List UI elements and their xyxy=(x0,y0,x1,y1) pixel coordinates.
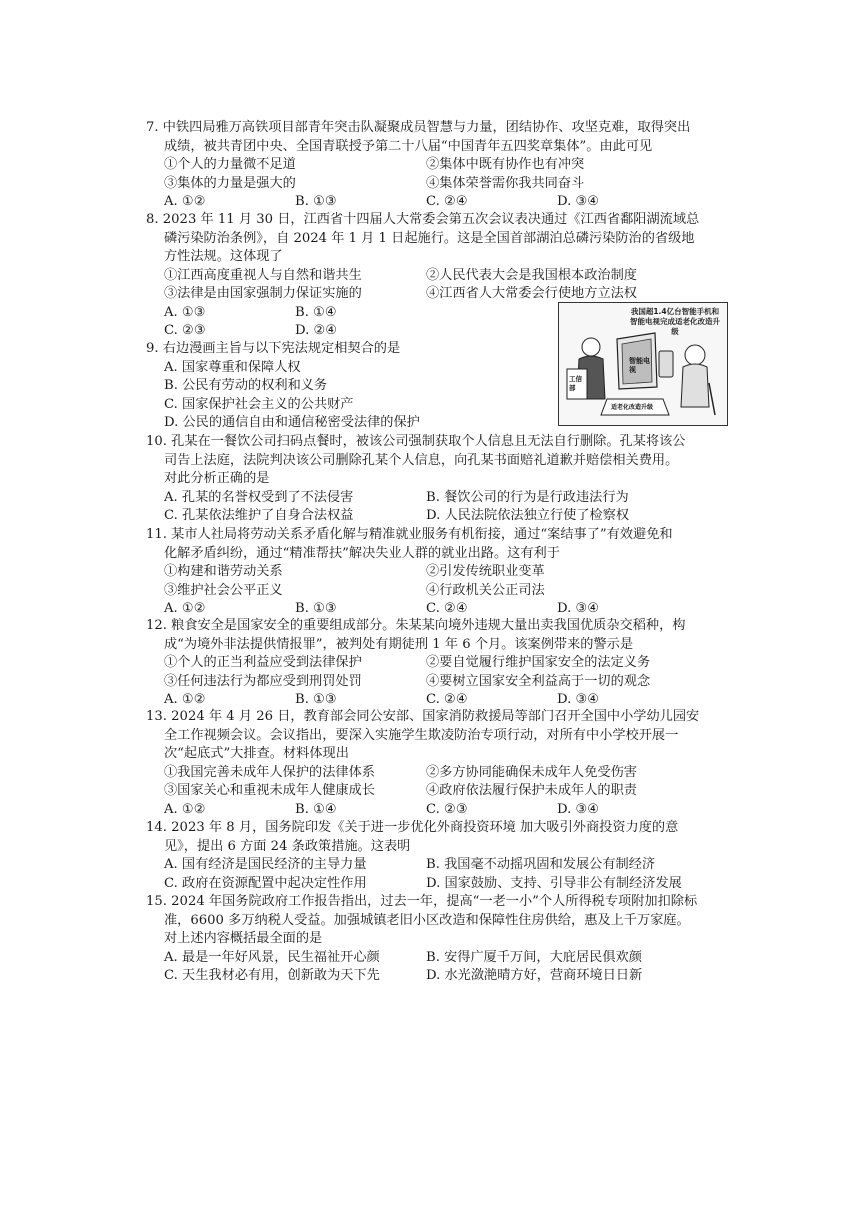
option-d: D. 公民的通信自由和通信秘密受法律的保护 xyxy=(164,415,420,430)
statement-4: ④行政机关公正司法 xyxy=(426,582,545,598)
statement-1: ①我国完善未成年人保护的法律体系 xyxy=(164,764,375,780)
question-15-stem-cont: 准，6600 多万纳税人受益。加强城镇老旧小区改造和保障性住房供给，惠及上千万家庭。 xyxy=(164,912,690,928)
option-c: C. ②④ xyxy=(426,692,468,707)
question-10-stem-cont2: 对此分析正确的是 xyxy=(164,471,270,486)
option-d: D. 人民法院依法独立行使了检察权 xyxy=(426,508,630,523)
option-b: B. 公民有劳动的权利和义务 xyxy=(164,378,328,393)
option-c: C. ②③ xyxy=(426,801,468,817)
statement-2: ②人民代表大会是我国根本政治制度 xyxy=(426,267,637,283)
statement-3: ③维护社会公平正义 xyxy=(164,582,283,598)
statement-2: ②多方协同能确保未成年人免受伤害 xyxy=(426,764,637,780)
statement-3: ③任何违法行为都应受到刑罚处罚 xyxy=(164,673,362,689)
question-10 xyxy=(146,433,724,526)
statement-1: ①构建和谐劳动关系 xyxy=(164,564,283,579)
question-15-stem-cont2: 对上述内容概括最全面的是 xyxy=(164,931,323,946)
question-12-stem: 12. 粮食安全是国家安全的重要组成部分。朱某某向境外违规大量出卖我国优质杂交稻种，构 xyxy=(146,618,686,633)
question-15-stem: 15. 2024 年国务院政府工作报告指出，过去一年，提高“一老一小”个人所得税专项附加扣除标 xyxy=(146,894,698,909)
question-13-stem: 13. 2024 年 4 月 26 日，教育部会同公安部、国家消防救援局等部门召开全国中小学幼儿园安 xyxy=(146,709,700,724)
question-14-stem: 14. 2023 年 8 月，国务院印发《关于进一步优化外商投资环境 加大吸引外商投资力度的意 xyxy=(146,820,679,835)
question-12-stem-cont: 成“为境外非法提供情报罪”，被判处有期徒刑 1 年 6 个月。该案例带来的警示是 xyxy=(164,636,634,652)
cartoon-illustration xyxy=(558,302,728,426)
option-d: D. ③④ xyxy=(557,801,600,817)
question-9-stem: 9. 右边漫画主旨与以下宪法规定相契合的是 xyxy=(146,341,401,356)
option-b: B. 我国毫不动摇巩固和发展公有制经济 xyxy=(426,857,656,872)
option-c: C. 天生我材必有用，创新敢为天下先 xyxy=(164,968,380,983)
question-7-stem: 7. 中铁四局雅万高铁项目部青年突击队凝聚成员智慧与力量，团结协作、攻坚克难，取得突出 xyxy=(146,120,691,135)
cartoon-caption: 我国超1.4亿台智能手机和智能电视完成适老化改造升级 xyxy=(630,307,720,336)
statement-2: ②集体中既有协作也有冲突 xyxy=(426,157,585,172)
question-10-stem-cont: 司告上法庭，法院判决该公司删除孔某个人信息，向孔某书面赔礼道歉并赔偿相关费用。 xyxy=(164,452,679,468)
base-label: 适老化改造升级 xyxy=(611,404,654,411)
question-14-stem-cont: 见》，提出 6 方面 24 条政策措施。这表明 xyxy=(164,838,411,854)
option-c: C. ②④ xyxy=(426,194,468,209)
option-c: C. ②④ xyxy=(426,601,468,616)
option-a: A. 孔某的名誉权受到了不法侵害 xyxy=(164,489,354,505)
statement-4: ④政府依法履行保护未成年人的职责 xyxy=(426,783,637,798)
option-d: D. 国家鼓励、支持、引导非公有制经济发展 xyxy=(426,875,682,891)
question-11 xyxy=(146,526,724,619)
option-c: C. 孔某依法维护了自身合法权益 xyxy=(164,508,354,523)
option-d: D. 水光潋滟晴方好，营商环境日日新 xyxy=(426,968,643,983)
question-9 xyxy=(146,340,546,433)
question-11-stem-cont: 化解矛盾纠纷，通过“精准帮扶”解决失业人群的就业出路。这有利于 xyxy=(164,545,560,561)
statement-1: ①江西高度重视人与自然和谐共生 xyxy=(164,267,362,283)
question-15 xyxy=(146,893,724,986)
question-8-stem-cont: 磷污染防治条例》，自 2024 年 1 月 1 日起施行。这是全国首部湖泊总磷污染防治的省级地 xyxy=(164,230,695,246)
option-a: A. 最是一年好风景，民生福祉开心颜 xyxy=(164,949,380,965)
question-8-stem-cont2: 方性法规。这体现了 xyxy=(164,249,283,264)
option-d: D. ③④ xyxy=(557,194,600,209)
option-a: A. ①② xyxy=(164,692,206,707)
option-a: A. ①② xyxy=(164,194,206,209)
tv-label: 智能电视 xyxy=(629,357,650,374)
statement-1: ①个人的正当利益应受到法律保护 xyxy=(164,655,362,670)
question-8-stem: 8. 2023 年 11 月 30 日，江西省十四届人大常委会第五次会议表决通过《江西省鄱阳湖流域总 xyxy=(146,212,700,227)
option-b: B. ①④ xyxy=(295,304,337,320)
question-13-stem-cont: 全工作视频会议。会议指出，要深入实施学生欺凌防治专项行动，对所有中小学校开展一 xyxy=(164,727,679,743)
option-d: D. ③④ xyxy=(557,601,600,616)
statement-4: ④要树立国家安全利益高于一切的观念 xyxy=(426,673,651,689)
statement-3: ③法律是由国家强制力保证实施的 xyxy=(164,286,362,301)
statement-2: ②要自觉履行维护国家安全的法定义务 xyxy=(426,655,651,670)
statement-3: ③集体的力量是强大的 xyxy=(164,175,296,191)
ministry-label: 工信部 xyxy=(569,375,582,392)
option-c: C. ②③ xyxy=(164,323,206,338)
question-12 xyxy=(146,617,724,710)
statement-2: ②引发传统职业变革 xyxy=(426,564,545,579)
option-b: B. 安得广厦千万间，大庇居民俱欢颜 xyxy=(426,949,642,965)
question-10-stem: 10. 孔某在一餐饮公司扫码点餐时，被该公司强制获取个人信息且无法自行删除。孔某将该公 xyxy=(146,434,686,449)
question-7-stem-cont: 成绩，被共青团中央、全国青联授予第二十八届“中国青年五四奖章集体”。由此可见 xyxy=(164,138,653,154)
option-a: A. ①② xyxy=(164,601,206,616)
statement-1: ①个人的力量微不足道 xyxy=(164,157,296,172)
statement-4: ④江西省人大常委会行使地方立法权 xyxy=(426,286,637,301)
option-a: A. 国有经济是国民经济的主导力量 xyxy=(164,857,367,872)
question-13-stem-cont2: 次“起底式”大排查。材料体现出 xyxy=(164,746,349,761)
option-c: C. 国家保护社会主义的公共财产 xyxy=(164,396,354,412)
question-11-stem: 11. 某市人社局将劳动关系矛盾化解与精准就业服务有机衔接，通过“案结事了”有效避免和 xyxy=(146,527,673,542)
option-b: B. ①③ xyxy=(295,194,337,209)
option-a: A. ①② xyxy=(164,801,206,817)
question-14 xyxy=(146,819,724,893)
statement-4: ④集体荣誉需你我共同奋斗 xyxy=(426,175,585,191)
option-c: C. 政府在资源配置中起决定性作用 xyxy=(164,875,367,891)
question-7 xyxy=(146,119,724,212)
option-d: D. ②④ xyxy=(295,323,338,338)
question-13 xyxy=(146,708,724,819)
statement-3: ③国家关心和重视未成年人健康成长 xyxy=(164,783,375,798)
option-d: D. ③④ xyxy=(557,692,600,707)
option-b: B. ①③ xyxy=(295,692,337,707)
option-b: B. 餐饮公司的行为是行政违法行为 xyxy=(426,489,629,505)
option-a: A. 国家尊重和保障人权 xyxy=(164,359,301,375)
option-b: B. ①③ xyxy=(295,601,337,616)
option-a: A. ①③ xyxy=(164,304,206,320)
option-b: B. ①④ xyxy=(295,801,337,817)
